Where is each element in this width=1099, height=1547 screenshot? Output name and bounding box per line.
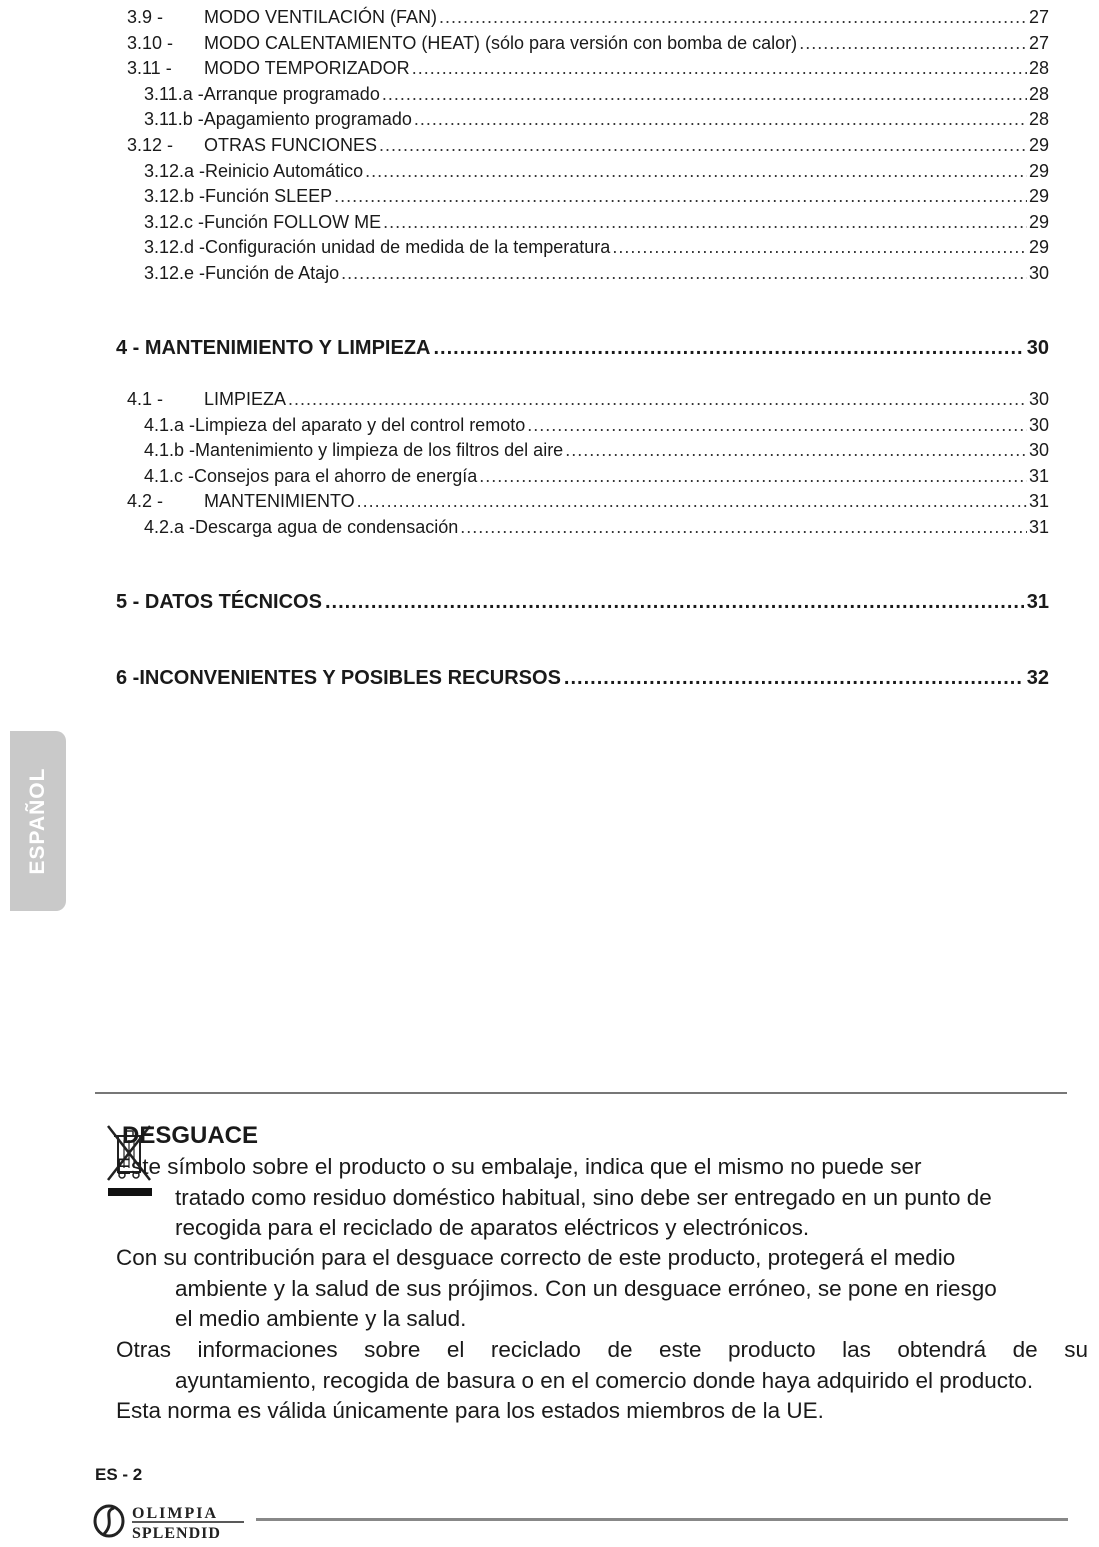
leader-dots xyxy=(612,236,1027,258)
brand-line-1: OLIMPIA xyxy=(132,1505,218,1522)
toc-number: 3.12.d - xyxy=(144,237,206,258)
word: su xyxy=(1064,1337,1088,1362)
toc-number: 3.11 - xyxy=(127,58,172,79)
leader-dots xyxy=(527,414,1027,436)
toc-page: 29 xyxy=(1028,135,1049,155)
leader-dots xyxy=(357,490,1027,512)
toc-title: Función FOLLOW ME xyxy=(204,211,382,232)
toc-title: Reinicio Automático xyxy=(205,160,364,181)
leader-dots xyxy=(433,336,1023,360)
leader-dots xyxy=(341,262,1027,284)
word: obtendrá xyxy=(897,1337,987,1362)
toc-entry xyxy=(127,57,1049,79)
toc-entry xyxy=(144,211,1049,233)
toc-chapter-5 xyxy=(116,590,1049,614)
leader-dots xyxy=(379,134,1027,156)
toc-page: 28 xyxy=(1028,109,1049,130)
olimpia-splendid-logo xyxy=(92,1500,252,1542)
toc-entry xyxy=(144,439,1049,461)
toc-entry xyxy=(127,32,1049,54)
toc-page: 28 xyxy=(1028,83,1049,104)
word: informaciones xyxy=(197,1337,338,1362)
toc-page: 29 xyxy=(1028,211,1049,232)
leader-dots xyxy=(479,465,1027,487)
leader-dots xyxy=(799,32,1027,54)
chapter-title: 4 - MANTENIMIENTO Y LIMPIEZA xyxy=(116,337,431,359)
paragraph-line: el medio ambiente y la salud. xyxy=(175,1306,467,1331)
paragraph-line: ambiente y la salud de sus prójimos. Con un desguace erróneo, se pone en riesgo xyxy=(175,1275,997,1301)
word: el xyxy=(446,1337,465,1362)
word: las xyxy=(842,1337,871,1362)
toc-title: LIMPIEZA xyxy=(204,389,287,409)
toc-chapter-4 xyxy=(116,336,1049,360)
section-divider xyxy=(95,1092,1067,1094)
toc-number: 4.2.a - xyxy=(144,517,196,537)
toc-title: Función de Atajo xyxy=(205,263,340,283)
toc-page: 29 xyxy=(1028,237,1049,258)
chapter-page: 32 xyxy=(1026,667,1049,689)
disposal-paragraph-2 xyxy=(116,1243,1091,1335)
toc-entry xyxy=(144,160,1049,182)
toc-entry xyxy=(144,414,1049,436)
toc-number: 3.12.c - xyxy=(144,211,205,232)
toc-page: 31 xyxy=(1028,517,1049,537)
toc-number: 4.1.c - xyxy=(144,465,195,486)
chapter-page: 31 xyxy=(1026,591,1049,613)
disposal-paragraph-1 xyxy=(116,1152,1091,1244)
toc-entry xyxy=(144,236,1049,258)
leader-dots xyxy=(382,83,1027,105)
word: reciclado xyxy=(490,1337,581,1362)
leader-dots xyxy=(334,185,1027,207)
chapter-page: 30 xyxy=(1026,337,1049,359)
brand-line-2: SPLENDID xyxy=(132,1525,221,1542)
toc-number: 4.1.a - xyxy=(144,414,196,435)
word: este xyxy=(658,1337,702,1362)
toc-number: 3.10 - xyxy=(127,32,174,53)
justified-line xyxy=(116,1335,1088,1366)
toc-entry xyxy=(127,388,1049,410)
leader-dots xyxy=(365,160,1027,182)
toc-title: Descarga agua de condensación xyxy=(195,517,459,537)
toc-number: 4.1.b - xyxy=(144,440,196,461)
toc-title: Configuración unidad de medida de la temperatura xyxy=(205,237,611,258)
toc-page: 31 xyxy=(1028,491,1049,512)
toc-title: OTRAS FUNCIONES xyxy=(204,135,378,155)
footer-rule xyxy=(256,1518,1068,1521)
toc-title: Arranque programado xyxy=(203,83,380,104)
toc-page: 30 xyxy=(1028,263,1049,283)
toc-page: 27 xyxy=(1028,32,1049,53)
toc-chapter-6 xyxy=(116,666,1049,690)
toc-title: MODO TEMPORIZADOR xyxy=(204,58,410,79)
toc-title: MODO VENTILACIÓN (FAN) xyxy=(204,7,438,27)
toc-page: 29 xyxy=(1028,186,1049,207)
toc-number: 3.9 - xyxy=(127,7,164,27)
toc-number: 3.12.e - xyxy=(144,263,206,283)
chapter-title: 5 - DATOS TÉCNICOS xyxy=(116,591,322,613)
toc-title: MANTENIMIENTO xyxy=(204,491,355,512)
leader-dots xyxy=(383,211,1027,233)
toc-entry xyxy=(144,262,1049,284)
toc-title: Apagamiento programado xyxy=(203,109,412,130)
toc-number: 3.12.a - xyxy=(144,160,206,181)
toc-entry xyxy=(127,6,1049,28)
page-code: ES - 2 xyxy=(95,1465,143,1484)
word: de xyxy=(607,1337,633,1362)
word: producto xyxy=(728,1337,816,1362)
leader-dots xyxy=(565,439,1027,461)
chapter-title: 6 -INCONVENIENTES Y POSIBLES RECURSOS xyxy=(116,667,561,689)
paragraph-line: recogida para el reciclado de aparatos eléctricos y electrónicos. xyxy=(175,1215,810,1240)
leader-dots xyxy=(439,6,1027,28)
disposal-paragraph-4 xyxy=(116,1396,1091,1427)
paragraph-line: Esta norma es válida únicamente para los estados miembros de la UE. xyxy=(116,1398,824,1423)
toc-entry xyxy=(144,516,1049,538)
language-side-tab xyxy=(10,731,66,911)
toc-page: 30 xyxy=(1028,414,1049,435)
paragraph-line: Con su contribución para el desguace correcto de este producto, protegerá el medio xyxy=(116,1245,956,1270)
paragraph-line: Este símbolo sobre el producto o su embalaje, indica que el mismo no puede ser xyxy=(116,1154,922,1179)
disposal-paragraph-3 xyxy=(116,1335,1088,1396)
toc-entry xyxy=(127,490,1049,512)
leader-dots xyxy=(460,516,1027,538)
toc-page: 30 xyxy=(1028,389,1049,409)
toc-page: 31 xyxy=(1028,465,1049,486)
toc-entry xyxy=(144,108,1049,130)
toc-number: 4.2 - xyxy=(127,491,164,512)
toc-page: 29 xyxy=(1028,160,1049,181)
toc-title: Consejos para el ahorro de energía xyxy=(194,465,478,486)
toc-page: 27 xyxy=(1028,7,1049,27)
paragraph-line: ayuntamiento, recogida de basura o en el comercio donde haya adquirido el producto. xyxy=(175,1367,1034,1393)
toc-number: 3.12.b - xyxy=(144,186,206,207)
toc-number: 4.1 - xyxy=(127,389,164,409)
toc-entry xyxy=(127,134,1049,156)
toc-number: 3.11.a - xyxy=(144,83,204,104)
leader-dots xyxy=(414,108,1027,130)
toc-title: Limpieza del aparato y del control remoto xyxy=(195,414,526,435)
word: sobre xyxy=(364,1337,421,1362)
word: Otras xyxy=(116,1337,172,1362)
toc-title: Función SLEEP xyxy=(205,186,333,207)
toc-entry xyxy=(144,83,1049,105)
word: de xyxy=(1012,1337,1038,1362)
toc-page: 30 xyxy=(1028,440,1049,461)
toc-page: 28 xyxy=(1028,58,1049,79)
leader-dots xyxy=(288,388,1027,410)
toc-title: MODO CALENTAMIENTO (HEAT) (sólo para versión con bomba de calor) xyxy=(204,32,798,53)
leader-dots xyxy=(325,590,1024,614)
toc-number: 3.11.b - xyxy=(144,109,204,130)
paragraph-line: tratado como residuo doméstico habitual, sino debe ser entregado en un punto de xyxy=(175,1184,992,1210)
toc-number: 3.12 - xyxy=(127,135,174,155)
leader-dots xyxy=(564,666,1024,690)
disposal-title: DESGUACE xyxy=(122,1122,259,1149)
toc-entry xyxy=(144,185,1049,207)
language-label: ESPAÑOL xyxy=(26,767,49,875)
toc-title: Mantenimiento y limpieza de los filtros del aire xyxy=(195,440,564,461)
leader-dots xyxy=(412,57,1027,79)
toc-entry xyxy=(144,465,1049,487)
